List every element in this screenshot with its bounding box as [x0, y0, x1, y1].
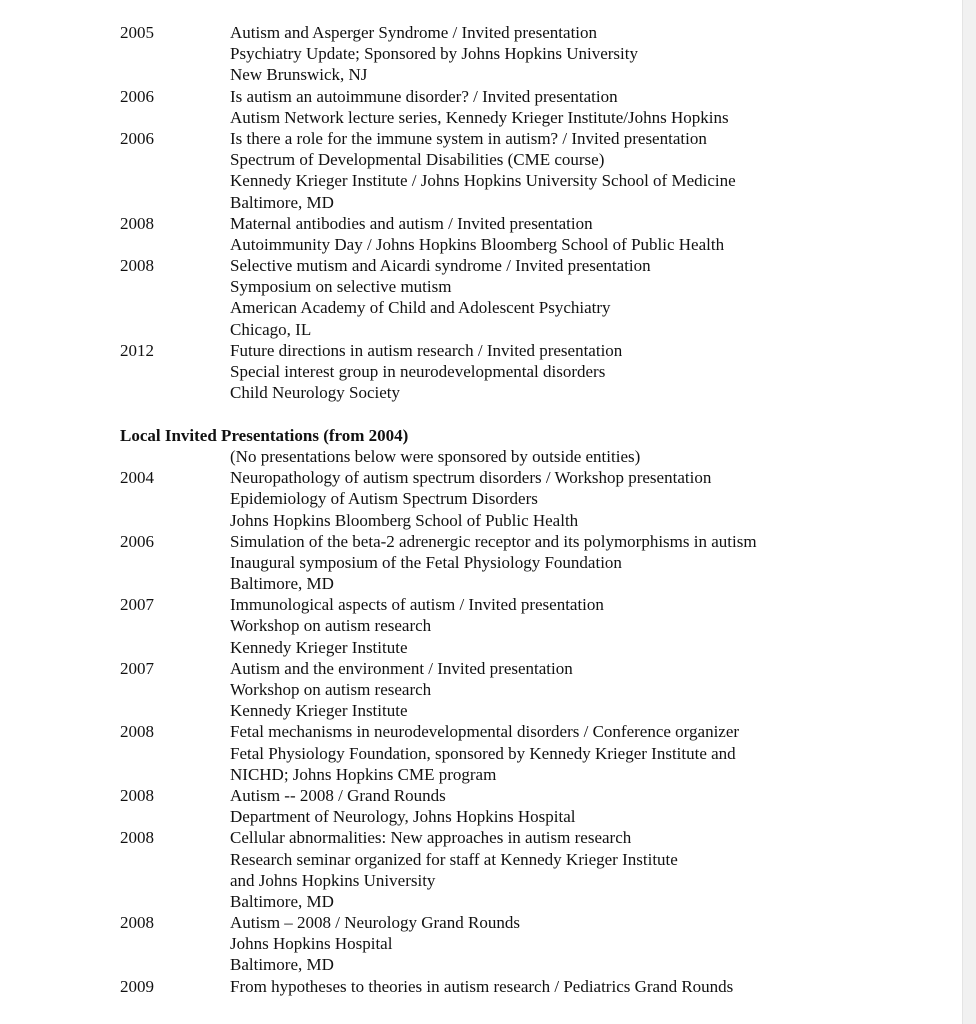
entry-line: Kennedy Krieger Institute / Johns Hopkins University School of Medicine — [230, 171, 736, 191]
entry-line: Autism and the environment / Invited presentation — [230, 658, 573, 678]
entry-line: Department of Neurology, Johns Hopkins Hospital — [230, 807, 576, 827]
entry-details — [230, 86, 962, 128]
entry-line: Is there a role for the immune system in autism? / Invited presentation — [230, 128, 707, 148]
entry-line: Kennedy Krieger Institute — [230, 701, 408, 721]
entry-year: 2007 — [120, 658, 154, 678]
local-presentations-list — [0, 467, 962, 997]
entry-year: 2008 — [120, 785, 154, 805]
entry-details — [230, 721, 962, 785]
entry-line: Autism Network lecture series, Kennedy Krieger Institute/Johns Hopkins — [230, 107, 729, 127]
entry-line: Autism -- 2008 / Grand Rounds — [230, 785, 446, 805]
presentation-entry — [0, 467, 962, 531]
presentation-entry — [0, 721, 962, 785]
entry-line: NICHD; Johns Hopkins CME program — [230, 764, 497, 784]
entry-line: Autism – 2008 / Neurology Grand Rounds — [230, 913, 520, 933]
presentation-entry — [0, 22, 962, 86]
entry-line: Inaugural symposium of the Fetal Physiology Foundation — [230, 552, 622, 572]
entry-line: New Brunswick, NJ — [230, 65, 368, 85]
presentation-entry — [0, 128, 962, 213]
presentation-entry — [0, 86, 962, 128]
entry-year: 2008 — [120, 913, 154, 933]
entry-line: Maternal antibodies and autism / Invited presentation — [230, 213, 593, 233]
entry-details — [230, 785, 962, 827]
entry-line: Johns Hopkins Hospital — [230, 934, 393, 954]
entry-details — [230, 213, 962, 255]
section-heading — [0, 425, 962, 446]
entry-line: and Johns Hopkins University — [230, 870, 436, 890]
scrollbar-track[interactable] — [962, 0, 976, 1024]
entry-line: Baltimore, MD — [230, 192, 334, 212]
entry-line: Neuropathology of autism spectrum disorders / Workshop presentation — [230, 468, 712, 488]
entry-line: Chicago, IL — [230, 319, 312, 339]
entry-line: Child Neurology Society — [230, 383, 400, 403]
local-section-note-row — [0, 446, 962, 467]
entry-line: Simulation of the beta-2 adrenergic receptor and its polymorphisms in autism — [230, 531, 757, 551]
presentation-entry — [0, 213, 962, 255]
entry-line: Selective mutism and Aicardi syndrome / Invited presentation — [230, 256, 651, 276]
entry-line: Kennedy Krieger Institute — [230, 637, 408, 657]
entry-year: 2008 — [120, 722, 154, 742]
entry-year: 2005 — [120, 23, 154, 42]
entry-year: 2008 — [120, 213, 154, 233]
entry-line: Epidemiology of Autism Spectrum Disorders — [230, 489, 538, 509]
entry-line: Workshop on autism research — [230, 680, 432, 700]
entry-line: Cellular abnormalities: New approaches in autism research — [230, 828, 632, 848]
presentation-entry — [0, 658, 962, 722]
entry-details — [230, 912, 962, 976]
entry-line: Autoimmunity Day / Johns Hopkins Bloomberg School of Public Health — [230, 234, 725, 254]
entry-details — [230, 594, 962, 658]
entry-line: Research seminar organized for staff at Kennedy Krieger Institute — [230, 849, 678, 869]
section-gap — [0, 403, 962, 424]
entry-line: Future directions in autism research / Invited presentation — [230, 340, 623, 360]
entry-line: From hypotheses to theories in autism research / Pediatrics Grand Rounds — [230, 976, 734, 996]
local-section-heading: Local Invited Presentations (from 2004) — [120, 425, 409, 445]
entry-year: 2012 — [120, 340, 154, 360]
entry-year: 2006 — [120, 128, 154, 148]
entry-line: Psychiatry Update; Sponsored by Johns Hopkins University — [230, 44, 638, 64]
entry-line: American Academy of Child and Adolescent Psychiatry — [230, 298, 611, 318]
entry-line: Workshop on autism research — [230, 616, 432, 636]
entry-year: 2006 — [120, 531, 154, 551]
entry-details — [230, 467, 962, 531]
entry-line: Baltimore, MD — [230, 574, 334, 594]
entry-details — [230, 128, 962, 213]
entry-line: Spectrum of Developmental Disabilities (CME course) — [230, 150, 605, 170]
entry-year: 2008 — [120, 256, 154, 276]
entry-details — [230, 531, 962, 595]
entry-details — [230, 22, 962, 86]
document-body — [0, 22, 962, 997]
presentation-entry — [0, 340, 962, 404]
entry-line: Johns Hopkins Bloomberg School of Public Health — [230, 510, 579, 530]
entry-line: Baltimore, MD — [230, 955, 334, 975]
entry-details — [230, 976, 962, 997]
entry-details — [230, 827, 962, 912]
entry-line: Baltimore, MD — [230, 891, 334, 911]
entry-line: Fetal mechanisms in neurodevelopmental disorders / Conference organizer — [230, 722, 740, 742]
presentation-entry — [0, 827, 962, 912]
entry-year: 2006 — [120, 86, 154, 106]
entry-line: Immunological aspects of autism / Invited presentation — [230, 595, 604, 615]
presentation-entry — [0, 785, 962, 827]
entry-year: 2008 — [120, 828, 154, 848]
entry-year: 2009 — [120, 976, 154, 996]
entry-line: Fetal Physiology Foundation, sponsored by Kennedy Krieger Institute and — [230, 743, 736, 763]
presentation-entry — [0, 976, 962, 997]
entry-line: Special interest group in neurodevelopmental disorders — [230, 362, 606, 381]
entry-details — [230, 340, 962, 404]
local-section-note: (No presentations below were sponsored by outside entities) — [230, 446, 641, 466]
entry-year: 2004 — [120, 468, 154, 488]
entry-line: Autism and Asperger Syndrome / Invited presentation — [230, 23, 598, 42]
presentation-entry — [0, 255, 962, 340]
presentation-entry — [0, 912, 962, 976]
entry-details — [230, 255, 962, 340]
invited-presentations-list — [0, 22, 962, 403]
presentation-entry — [0, 594, 962, 658]
entry-line: Symposium on selective mutism — [230, 277, 452, 297]
entry-line: Is autism an autoimmune disorder? / Invited presentation — [230, 86, 618, 106]
presentation-entry — [0, 531, 962, 595]
entry-details — [230, 658, 962, 722]
entry-year: 2007 — [120, 595, 154, 615]
